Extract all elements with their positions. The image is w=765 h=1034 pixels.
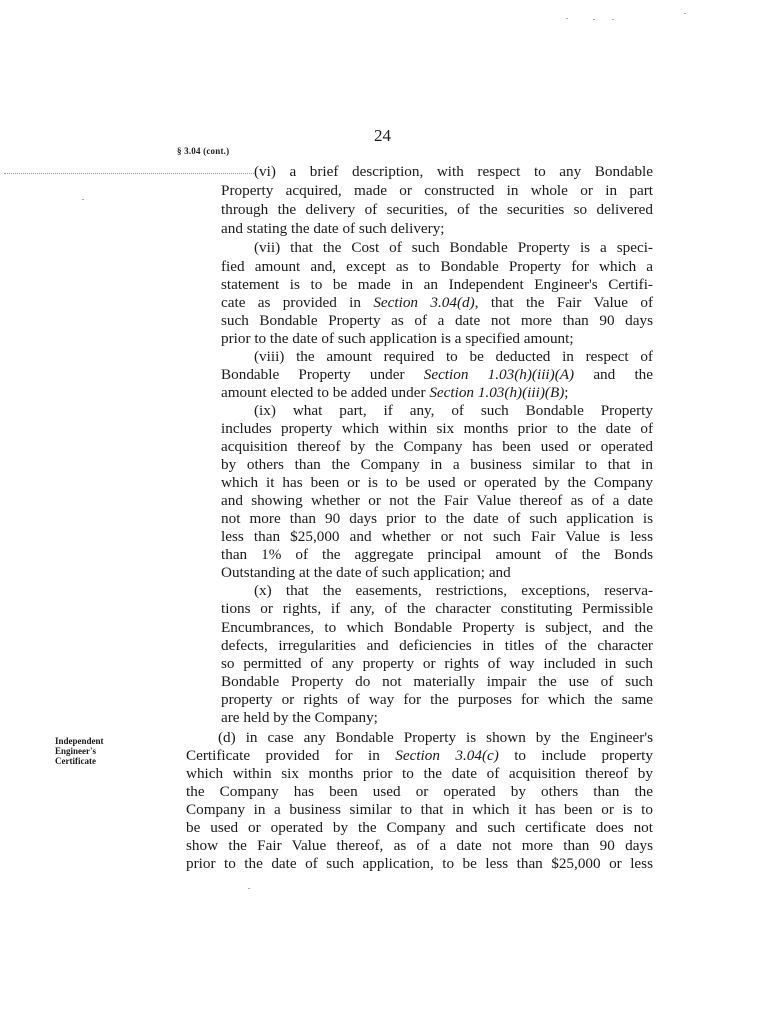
- text-line: and stating the date of such delivery;: [221, 220, 445, 237]
- text-line: through the delivery of securities, of the securities so delivered: [221, 201, 653, 218]
- scan-dotted-leader: [4, 173, 254, 176]
- text-line: defects, irregularities and deficiencies in titles of the character: [221, 637, 653, 654]
- text-line: (viii) the amount required to be deducted in respect of: [254, 348, 653, 365]
- text-line: [221, 294, 653, 312]
- text-line: which within six months prior to the date of acquisition thereof by: [186, 765, 653, 782]
- text-line: (vii) that the Cost of such Bondable Property is a speci-: [254, 239, 653, 256]
- margin-note-line: Certificate: [55, 756, 96, 766]
- text-line: acquisition thereof by the Company has been used or operated: [221, 438, 653, 455]
- section-reference: § 3.04 (cont.): [177, 146, 230, 156]
- text-line: (vi) a brief description, with respect to any Bondable: [254, 163, 653, 180]
- text-line: by others than the Company in a business similar to that in: [221, 456, 653, 473]
- text-line: be used or operated by the Company and such certificate does not: [186, 819, 653, 836]
- scan-speck: [593, 19, 595, 20]
- margin-note: [55, 736, 135, 766]
- text-line: fied amount and, except as to Bondable Property for which a: [221, 258, 653, 275]
- scan-speck: [566, 18, 568, 19]
- text-line: which it has been or is to be used or operated by the Company: [221, 474, 653, 491]
- text-line: [221, 366, 653, 384]
- text-line: Property acquired, made or constructed in whole or in part: [221, 182, 653, 199]
- text-run: and the: [574, 366, 654, 383]
- text-line: Bondable Property do not materially impair the use of such: [221, 673, 653, 690]
- section-citation: Section 1.03(h)(iii)(A): [423, 366, 575, 383]
- text-line: not more than 90 days prior to the date of such application is: [221, 510, 653, 527]
- margin-note-line: Engineer's: [55, 746, 97, 756]
- text-line: (d) in case any Bondable Property is shown by the Engineer's: [218, 729, 653, 746]
- scan-speck: [82, 199, 84, 200]
- text-run: Certificate provided for in: [186, 747, 396, 764]
- text-line: (ix) what part, if any, of such Bondable Property: [254, 402, 653, 419]
- scan-speck: [248, 888, 250, 889]
- text-line: [186, 747, 653, 765]
- text-line: Encumbrances, to which Bondable Property is subject, and the: [221, 619, 653, 636]
- text-line: so permitted of any property or rights of way included in such: [221, 655, 653, 672]
- text-line: show the Fair Value thereof, as of a date not more than 90 days: [186, 837, 653, 854]
- text-line: includes property which within six months prior to the date of: [221, 420, 653, 437]
- text-run: Bondable Property under: [221, 366, 424, 383]
- text-line: Company in a business similar to that in which it has been or is to: [186, 801, 653, 818]
- text-line: prior to the date of such application, to be less than $25,000 or less: [186, 855, 653, 872]
- text-line: than 1% of the aggregate principal amount of the Bonds: [221, 546, 653, 563]
- text-line: [221, 384, 653, 402]
- section-citation: Section 3.04(c): [395, 747, 499, 764]
- margin-note-line: Independent: [55, 736, 104, 746]
- text-line: property or rights of way for the purposes for which the same: [221, 691, 653, 708]
- text-line: the Company has been used or operated by others than the: [186, 783, 653, 800]
- section-citation: Section 1.03(h)(iii)(B): [429, 384, 565, 401]
- text-line: tions or rights, if any, of the character constituting Permissible: [221, 600, 653, 617]
- text-line: prior to the date of such application is a specified amount;: [221, 330, 574, 347]
- text-line: Outstanding at the date of such application; and: [221, 564, 511, 581]
- text-run: cate as provided in: [221, 294, 374, 311]
- text-line: and showing whether or not the Fair Value thereof as of a date: [221, 492, 653, 509]
- text-line: are held by the Company;: [221, 709, 378, 726]
- text-line: statement is to be made in an Independent Engineer's Certifi-: [221, 276, 653, 293]
- text-run: ;: [564, 384, 569, 401]
- scan-speck: [684, 13, 686, 14]
- text-run: , that the Fair Value of: [474, 294, 654, 311]
- scan-speck: [612, 19, 614, 20]
- text-run: amount elected to be added under: [221, 384, 430, 401]
- section-citation: Section 3.04(d): [373, 294, 475, 311]
- text-line: such Bondable Property as of a date not more than 90 days: [221, 312, 653, 329]
- text-run: to include property: [498, 747, 653, 764]
- text-line: less than $25,000 and whether or not such Fair Value is less: [221, 528, 653, 545]
- page-number: 24: [374, 126, 391, 145]
- text-line: (x) that the easements, restrictions, exceptions, reserva-: [254, 582, 653, 599]
